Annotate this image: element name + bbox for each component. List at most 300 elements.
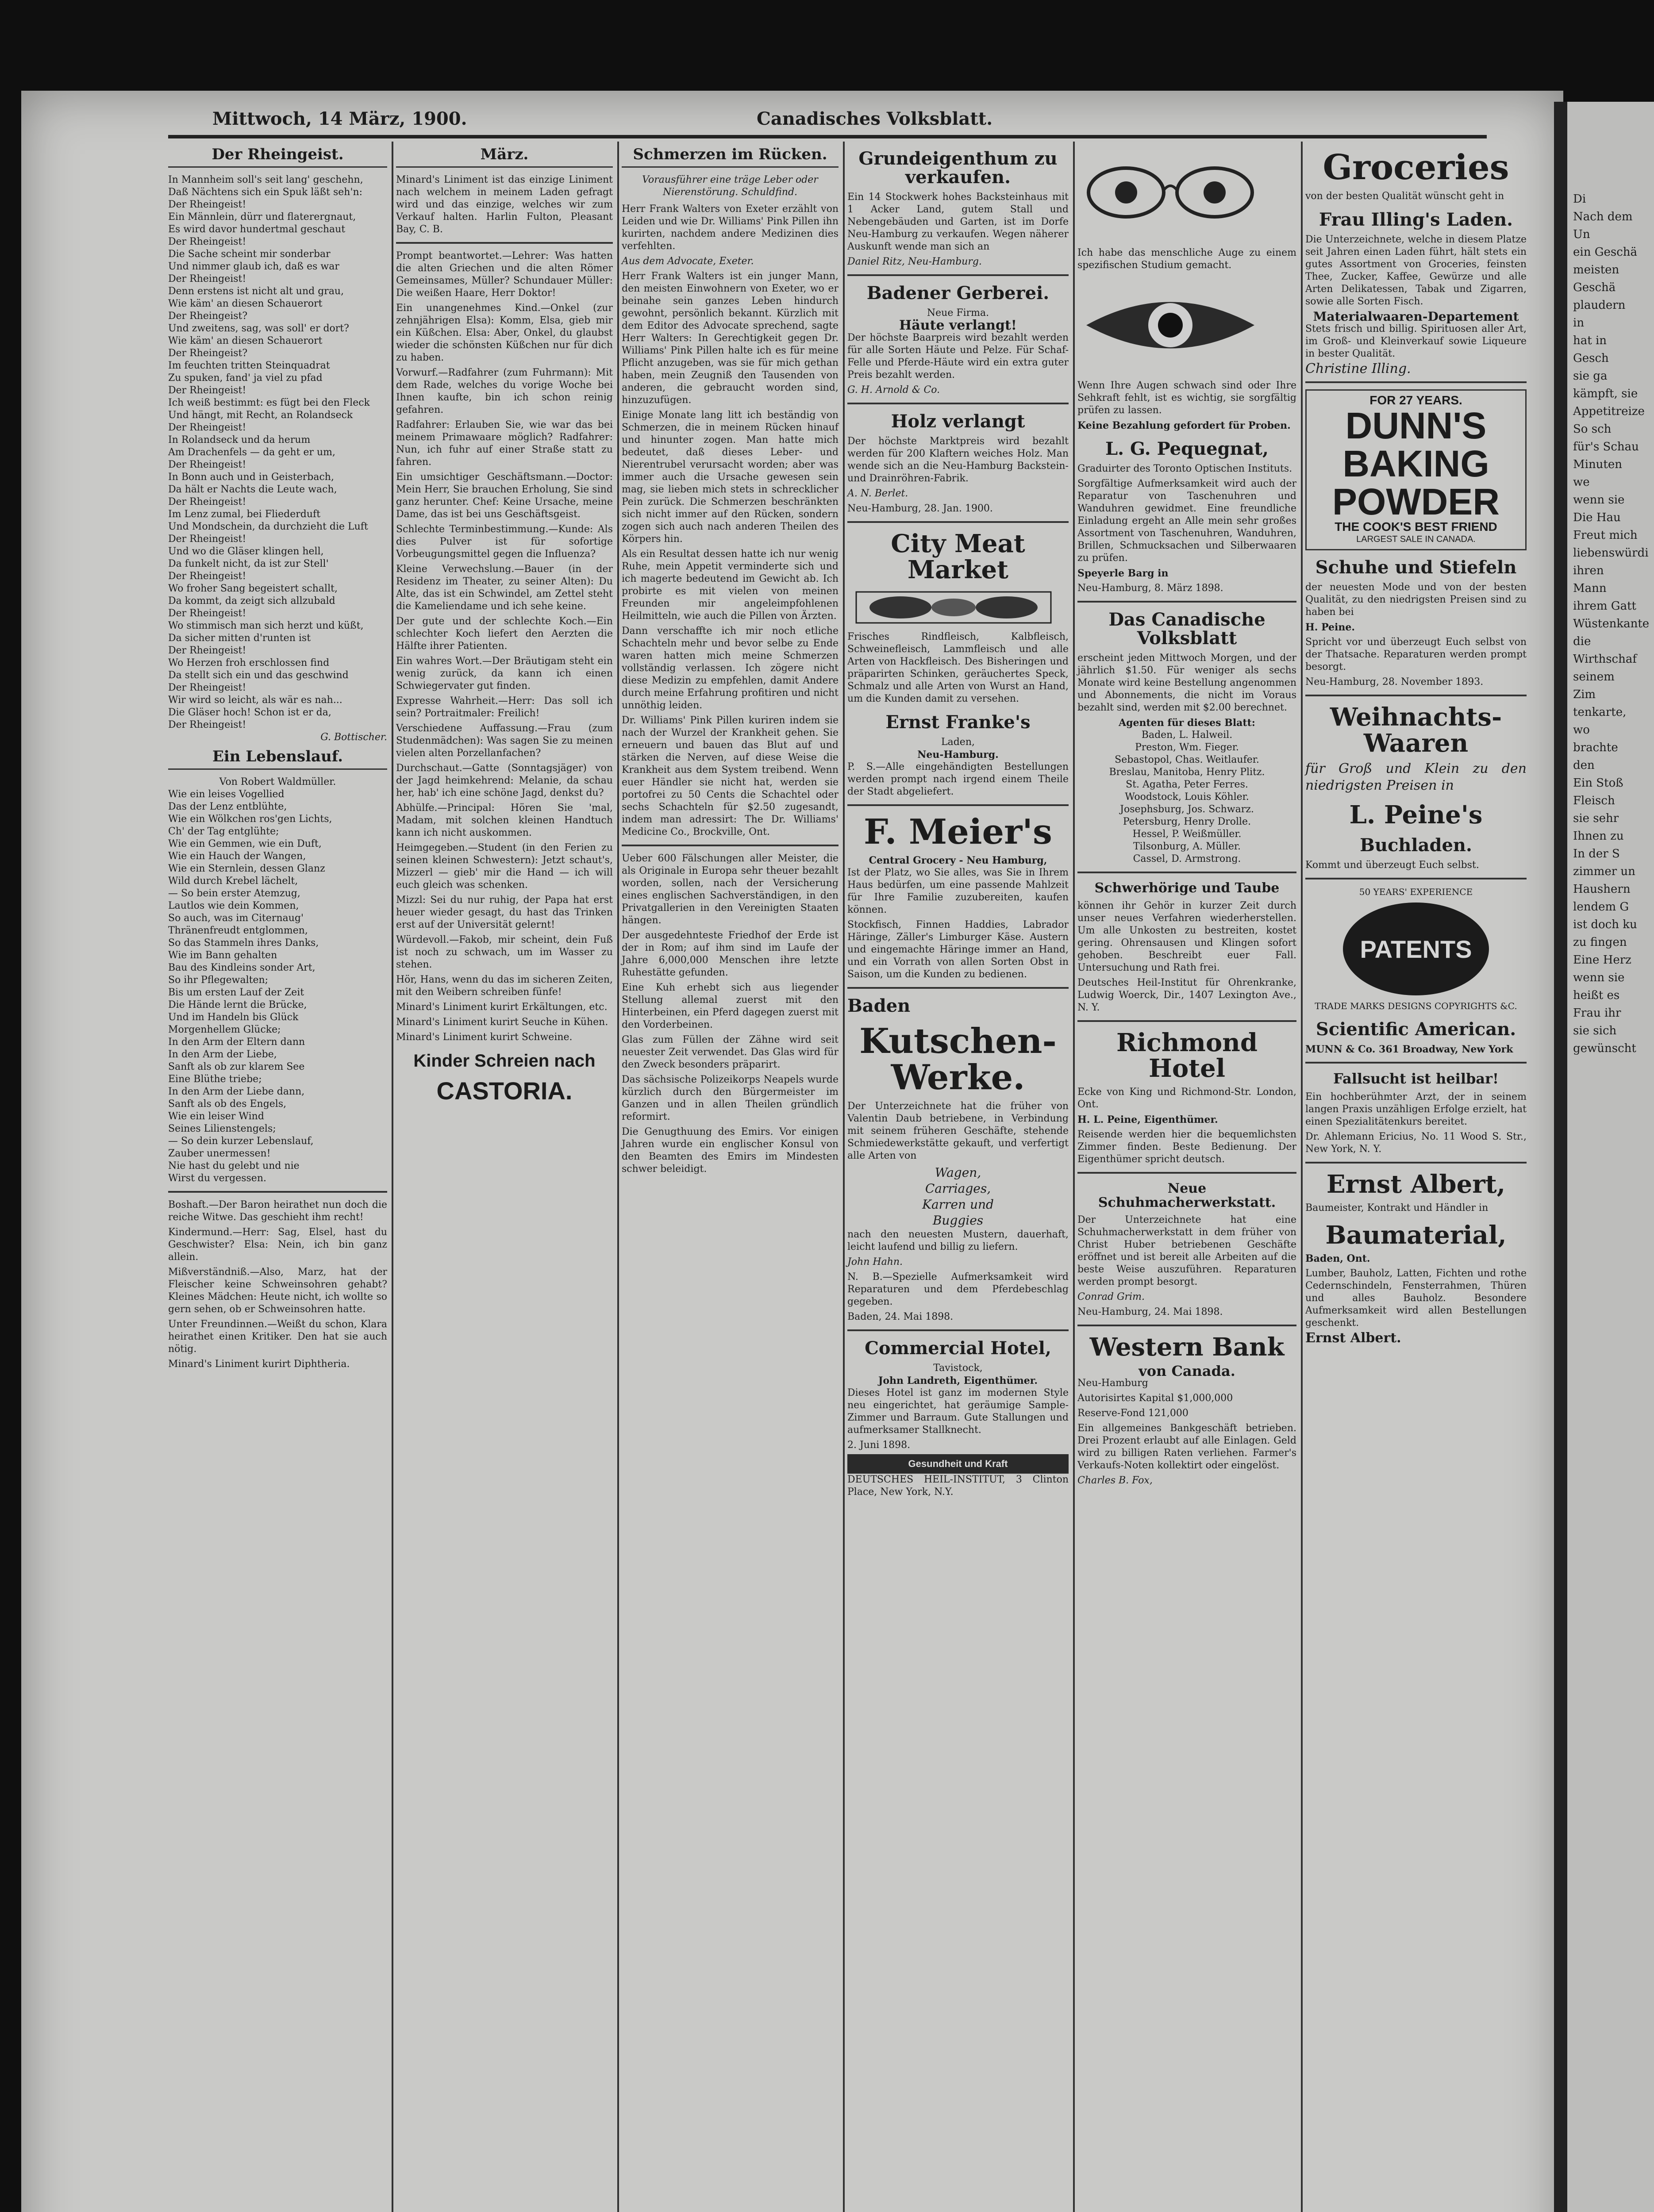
poem-line: — So bein erster Atemzug, [168,888,300,899]
divider [1077,601,1296,603]
ad-head: FOR 27 YEARS. [1369,393,1462,407]
ad-signature: Conrad Grim. [1077,1291,1145,1303]
fragment-line: Di [1573,192,1586,206]
fragment-line: zimmer un [1573,865,1635,878]
poem-line: Morgenhellem Glücke; [168,1024,281,1035]
poem-line: In Rolandseck und da herum [168,434,311,445]
ad-title: Baden [847,995,911,1017]
ad-subtitle: Central Grocery - Neu Hamburg, [869,855,1047,867]
ad-title: Grundeigenthum zu verkaufen. [858,148,1058,188]
article-paragraph: Einige Monate lang litt ich beständig von Schmerzen, die in meinem Rücken hinauf und hinunter zogen. Man hatte mich bedeutet, daß dieses Leber- und Nierentrubel verursacht worden; aber was immer auch die Ursache gewesen sein mag, sie lieben mich stets in schrecklicher Pein zurück. Die Schmerzen beschränkten sich nicht immer auf den Rücken, sondern zogen sich auch nach anderen Theilen des Körpers hin. [622,410,839,545]
poem-line: Der Rheingeist! [168,534,246,545]
fragment-line: sie sich [1573,1024,1617,1037]
ad-text: DEUTSCHES HEIL-INSTITUT, 3 Clinton Place, New York, N.Y. [847,1474,1069,1498]
poem-line: Der Rheingeist! [168,719,246,730]
poem-line: Ein Männlein, dürr und flaterergnaut, [168,211,356,223]
ad-date: Neu-Hamburg, 28. Jan. 1900. [847,503,993,514]
ad-text: Ich habe das menschliche Auge zu einem spezifischen Studium gemacht. [1077,247,1296,271]
ad-footer: Kommt und überzeugt Euch selbst. [1305,860,1479,871]
anecdote-item: Mizzl: Sei du nur ruhig, der Papa hat erst heuer wieder gesagt, du hast das Trinken erst auf der Universität gelernt! [396,895,613,930]
poem-line: Der Rheingeist! [168,199,246,210]
poem-line: Wo froher Sang begeistert schallt, [168,583,338,594]
castoria-ad-line2: CASTORIA. [436,1077,573,1105]
poem-line: Und wo die Gläser klingen hell, [168,546,324,557]
column-divider [617,142,619,2212]
ad-line: POWDER [1332,480,1500,522]
ad-signature: Dr. Ahlemann Ericius, No. 11 Wood S. Str., New York, N. Y. [1305,1131,1527,1155]
poem-line: So auch, was im Citernaug' [168,913,304,924]
vehicle-item: Wagen, [935,1165,981,1180]
poem-line: Bau des Kindleins sonder Art, [168,962,315,973]
article-lead: Herr Frank Walters von Exeter erzählt von Leiden und wie Dr. Williams' Pink Pillen ihn kurirten, nachdem andere Medizinen dies verfehlten. [622,204,839,252]
ad-subtitle: Baumeister, Kontrakt und Händler in [1305,1202,1489,1214]
ad-title: Richmond Hotel [1116,1028,1258,1083]
ad-subtitle: Graduirter des Toronto Optischen Instituts. [1077,463,1292,474]
agent-item: Hessel, P. Weißmüller. [1132,829,1242,840]
ad-text: Keine Bezahlung gefordert für Proben. [1077,420,1291,431]
poem-line: Der Rheingeist! [168,571,246,582]
note-item: Der ausgedehnteste Friedhof der Erde ist der in Rom; auf ihm sind im Laufe der Jahre 6,000,000 Menschen ihre letzte Ruhestätte gefunden. [622,930,839,978]
ad-text: Spricht vor und überzeugt Euch selbst von der Thatsache. Reparaturen werden prompt besorgt. [1305,636,1527,672]
ad-text: der neuesten Mode und von der besten Qualität, zu den niedrigsten Preisen sind zu haben bei [1305,581,1527,618]
joke-item: Mißverständniß.—Also, Marz, hat der Fleischer keine Schweinsohren gehabt? Kleines Mädchen: Heute nicht, ich wollte so gern sehen, ob er Schweinsohren hatte. [168,1267,387,1315]
fragment-line: ein Geschä [1573,246,1638,259]
ad-shop: L. Peine's [1349,800,1483,830]
divider [847,1329,1069,1331]
fragment-line: plaudern in [1573,299,1626,330]
ad-line: THE COOK'S BEST FRIEND [1335,519,1497,534]
column-4 [847,142,1069,2212]
fragment-line: sie sehr [1573,812,1619,825]
ad-text: Stets frisch und billig. Spirituosen aller Art, im Groß- und Kleinverkauf sowie Liqueure in bester Qualität. [1305,323,1527,359]
ad-text: können ihr Gehör in kurzer Zeit durch unser neues Verfahren wiederherstellen. Um alle Unkosten zu bestreiten, kostet gering. Ohrensausen und Klingen sofort gehoben. Beschreibt euer Fall. Untersuchung und Rath frei. [1077,900,1296,973]
masthead: Canadisches Volksblatt. [757,108,993,129]
fragment-line: die Wirthschaf [1573,635,1637,666]
joke-item: Boshaft.—Der Baron heirathet nun doch die reiche Witwe. Das geschieht ihm recht! [168,1199,387,1223]
anecdote-item: Verschiedene Auffassung.—Frau (zum Studenmädchen): Was sagen Sie zu meinen vielen alten Porzellanfachen? [396,723,613,759]
ad-subtitle: von der besten Qualität wünscht geht in [1305,190,1504,202]
poem-line: In den Arm der Liebe, [168,1049,277,1060]
ad-signature: Speyerle Barg in [1077,568,1169,579]
ad-signature: A. N. Berlet. [847,488,908,499]
poem-line: Der Rheingeist! [168,385,246,396]
eye-illustration [1077,283,1263,367]
poem-line: Wie im Bann gehalten [168,950,277,961]
joke-item: Unter Freundinnen.—Weißt du schon, Klara heirathet einen Kritiker. Den hat sie auch nötig. [168,1319,387,1355]
fragment-line: So sch [1573,422,1612,436]
column-title: März. [396,145,613,168]
ad-years: 50 YEARS' EXPERIENCE [1359,887,1473,898]
vehicle-item: Karren und [922,1197,994,1212]
fragment-line: sie ga [1573,369,1608,383]
fragment-line: gewünscht [1573,1042,1636,1055]
agent-item: Tilsonburg, A. Müller. [1133,841,1241,852]
liniment-ad: Minard's Liniment kurirt Seuche in Kühen. [396,1017,608,1028]
poem-line: Sanft als ob zur klarem See [168,1061,305,1072]
fragment-line: Wüstenkante [1573,617,1650,630]
ad-department: Materialwaaren-Departement [1313,309,1519,324]
vehicle-item: Buggies [932,1213,984,1228]
ad-text: Der höchste Baarpreis wird bezahlt werden für alle Sorten Häute und Pelze. Für Schaf-Felle und Pferde-Häute wird ein extra guter Preis bezahlt werden. [847,332,1069,380]
poem-line: Der Rheingeist! [168,645,246,656]
poem-line: Eine Blüthe triebe; [168,1074,262,1085]
divider [1305,1162,1527,1164]
column-1 [168,142,387,2212]
divider [847,274,1069,276]
poem-line: In Mannheim soll's seit lang' geschehn, [168,174,363,185]
ad-title: Kutschen-Werke. [859,1021,1057,1098]
ad-text: Die Unterzeichnete, welche in diesem Platze seit Jahren einen Laden führt, hält stets ein gutes Assortment von Groceries, feinsten Thee, Zucker, Kaffee, Gewürze und alle Arten Delikatessen, Tabak und Zigarren, sowie alle Sorten Fisch. [1305,234,1527,307]
ad-date: Neu-Hamburg, 8. März 1898. [1077,583,1223,594]
poem-line: Wirst du vergessen. [168,1173,266,1184]
ad-place: Neu-Hamburg [1077,1377,1148,1389]
ad-title: Schwerhörige und Taube [1094,880,1280,896]
anecdote-item: Ein unangenehmes Kind.—Onkel (zur zehnjährigen Elsa): Komm, Elsa, gieb mir ein Küßchen. Elsa: Aber, Onkel, du glaubst wieder die schönsten Küßchen nur für dich zu haben. [396,303,613,363]
article-paragraph: Dr. Williams' Pink Pillen kuriren indem sie nach der Wurzel der Krankheit gehen. Sie erneuern und bauen das Blut auf und stärken die Nerven, auf diese Weise die Krankheit aus dem System treibend. Wenn euer Händler sie nicht hat, werden sie portofrei zu 50 Cents die Schachtel oder sechs Schachteln für $2.50 zugesandt, indem man adressirt: The Dr. Williams' Medicine Co., Brockville, Ont. [622,715,839,837]
ad-title: Commercial Hotel, [865,1338,1051,1359]
poem-line: Wie ein Gemmen, wie ein Duft, [168,838,322,849]
ad-title: Ernst Albert, [1326,1169,1506,1199]
divider [1305,1062,1527,1064]
poem-line: Da stellt sich ein und das geschwind [168,670,349,681]
article-source: Aus dem Advocate, Exeter. [622,256,754,267]
ad-text: Ein 14 Stockwerk hohes Backsteinhaus mit 1 Acker Land, gutem Stall und Nebengebäuden und Garten, ist im Dorfe Neu-Hamburg zu verkaufen. Wegen näherer Auskunft wende man sich an [847,192,1069,252]
fragment-line: hat in Gesch [1573,334,1609,365]
poem-line: Ich weiß bestimmt: es fügt bei den Fleck [168,397,370,408]
spectacles-illustration [1077,150,1263,234]
article-paragraph: Herr Frank Walters ist ein junger Mann, den meisten Einwohnern von Exeter, wo er beinahe sein ganzes Leben hindurch gewohnt, persönlich bekannt. Kürzlich mit dem Editor des Advocate sprechend, sagte Herr Walters: In Gerechtigkeit gegen Dr. Williams' Pink Pillen halte ich es für meine Pflicht anzugeben, was sie für mich gethan haben, mein Zeugniß den Tausenden von anderen, die gebraucht worden sind, hinzuzufügen. [622,271,839,406]
fragment-line: Ihnen zu [1573,830,1624,843]
fragment-line: Eine Herz [1573,953,1631,967]
poem-line: Und hängt, mit Recht, an Rolandseck [168,410,353,421]
poem-line: Die Hände lernt die Brücke, [168,999,307,1010]
agent-item: Josephsburg, Jos. Schwarz. [1120,804,1254,815]
poem-line: Wir wird so leicht, als wär es nah... [168,695,342,706]
fragment-line: kämpft, sie [1573,387,1638,400]
fragment-line: seinem Zim [1573,670,1615,701]
poem-author-line: Von Robert Waldmüller. [219,776,336,787]
liniment-ad: Minard's Liniment kurirt Erkältungen, etc. [396,1002,608,1013]
ad-place: Neu-Hamburg. [917,749,999,760]
dunns-ad [1305,389,1527,550]
anecdote-item: Kleine Verwechslung.—Bauer (in der Residenz im Theater, zu seiner Alten): Du Alte, das ist ein Schwindel, am Zettel steht die Kameliendame und ich sehe keine. [396,564,613,612]
divider [168,1191,387,1193]
ad-owner: John Landreth, Eigenthümer. [878,1375,1038,1387]
ad-shop: Frau Illing's Laden. [1319,209,1513,230]
divider [1305,695,1527,696]
patents-logo: PATENTS [1343,902,1489,995]
poem-line: Wie ein Wölkchen ros'gen Lichts, [168,814,332,825]
ad-text: für Groß und Klein zu den niedrigsten Preisen in [1305,761,1527,794]
poem-line: Der Rheingeist? [168,348,248,359]
ad-title: F. Meier's [864,811,1052,852]
divider [847,521,1069,523]
poem-line: Wie ein leiser Wind [168,1111,264,1122]
vehicle-item: Carriages, [925,1181,991,1196]
ad-signature: Christine Illing. [1305,361,1411,376]
poem-line: Es wird davor hundertmal geschaut [168,224,346,235]
poem-line: Die Gläser hoch! Schon ist er da, [168,707,331,718]
ad-date: Baden, 24. Mai 1898. [847,1311,954,1323]
fragment-line: meisten Geschä [1573,263,1619,294]
poem-line: Wie ein leises Vogellied [168,789,285,800]
liniment-ad: Minard's Liniment kurirt Schweine. [396,1032,573,1043]
poem-title: Der Rheingeist. [168,145,387,168]
fragment-line: heißt es [1573,989,1620,1002]
fragment-line: lendem G [1573,900,1629,914]
ad-title: Holz verlangt [891,411,1025,432]
note-item: Ueber 600 Fälschungen aller Meister, die als Originale in Europa sehr theuer bezahlt worden, sollen, nach der Versicherung eines englischen Sachverständigen, in den Privatgallerien in den Vereinigten Staaten hängen. [622,853,839,926]
divider [1077,1325,1296,1326]
note-item: Eine Kuh erhebt sich aus liegender Stellung allemal zuerst mit den Hinterbeinen, ein Pferd dagegen zuerst mit den Vorderbeinen. [622,982,839,1030]
ad-title: Badener Gerberei. [866,283,1050,303]
note-item: Die Genugthuung des Emirs. Vor einigen Jahren wurde ein englischer Konsul von den Beamten des Emirs im Mindesten schwer beleidigt. [622,1126,839,1175]
ad-text: Ein allgemeines Bankgeschäft betrieben. Drei Prozent erlaubt auf alle Einlagen. Geld wird zu billigen Raten verliehen. Farmer's Verkaufs-Noten kollektirt oder eingelöst. [1077,1422,1296,1471]
poem-line: In den Arm der Eltern dann [168,1037,305,1048]
agent-item: St. Agatha, Peter Ferres. [1126,779,1248,790]
ad-subtitle: Tavistock, [933,1363,983,1374]
poem-line: Der Rheingeist! [168,608,246,619]
ad-subtitle: Neue Firma. [927,307,989,319]
column-3 [622,142,839,2212]
issue-date: Mittwoch, 14 März, 1900. [212,108,467,129]
anecdote-item: Würdevoll.—Fakob, mir scheint, dein Fuß ist noch zu schwach, um im Wasser zu stehen. [396,934,613,970]
ad-signature: Charles B. Fox, [1077,1475,1153,1486]
joke-item: Kindermund.—Herr: Sag, Elsel, hast du Geschwister? Elsa: Nein, ich bin ganz allein. [168,1227,387,1263]
ad-signature: G. H. Arnold & Co. [847,384,940,396]
agents-list [1077,729,1296,865]
poem-line: Im Lenz zumal, bei Fliederduft [168,509,321,520]
poem-line: Sanft als ob des Engels, [168,1098,287,1110]
fragment-line: liebenswürdi [1573,546,1649,560]
ad-title: Weihnachts-Waaren [1330,702,1502,758]
ad-text: N. B.—Spezielle Aufmerksamkeit wird Reparaturen und dem Pferdebeschlag gegeben. [847,1271,1069,1308]
ad-title: Schuhe und Stiefeln [1315,557,1517,578]
poem-line: Wie ein Hauch der Wangen, [168,851,306,862]
anecdote-item: Schlechte Terminbestimmung.—Kunde: Als dies Pulver ist für sofortige Vorbeugungsmittel gegen die Influenza? [396,524,613,560]
agent-item: Cassel, D. Armstrong. [1133,853,1241,864]
poem-line: Und Mondschein, da durchzieht die Luft [168,521,368,532]
ad-text: Wenn Ihre Augen schwach sind oder Ihre Sehkraft fehlt, ist es wichtig, sie sorgfältig prüfen zu lassen. [1077,380,1296,416]
poem-line: Denn erstens ist nicht alt und grau, [168,286,344,297]
poem-line: Seines Lilienstengels; [168,1123,276,1134]
poem-line: In den Arm der Liebe dann, [168,1086,305,1097]
ad-subtitle: von Canada. [1139,1362,1235,1379]
anecdote-item: Radfahrer: Erlauben Sie, wie war das bei meinem Primawaare möglich? Radfahrer: Nun, ich fuhr auf einer Straße statt zu fahren. [396,419,613,468]
article-paragraph: Als ein Resultat dessen hatte ich nur wenig Ruhe, mein Appetit verminderte sich und ich magerte bedeutend im Gewicht ab. Ich probirte es mit vielen von meinen Freunden mir angeleimpfohlenen Heilmitteln, wie auch die Pillen von Ärzten. [622,549,839,622]
divider [1077,872,1296,873]
anecdote-item: Ein umsichtiger Geschäftsmann.—Doctor: Mein Herr, Sie brauchen Erholung, Sie sind ganz herunter. Chef: Keine Ursache, meine Dame, das ist bei uns Geschäftsgeist. [396,472,613,520]
poem-line: Und im Handeln bis Glück [168,1012,299,1023]
header-rule [168,135,1487,138]
ad-line: BAKING [1342,442,1489,484]
poem-line: Das der Lenz entblühte, [168,801,287,812]
fragment-line: Nach dem Un [1573,210,1633,241]
ad-date: Neu-Hamburg, 24. Mai 1898. [1077,1306,1223,1318]
bank-capital: Autorisirtes Kapital $1,000,000 [1077,1392,1233,1404]
meat-market-illustration [847,588,1060,627]
poem-line: Am Drachenfels — da geht er um, [168,447,336,458]
poem-line: Wie ein Sternlein, dessen Glanz [168,863,325,874]
poem-line: Der Rheingeist? [168,311,248,322]
fragment-line: Fleisch [1573,794,1615,807]
poem-line: Im feuchten tritten Steinquadrat [168,360,330,371]
ad-title: City Meat Market [891,529,1025,584]
fragment-line: Die Hau [1573,511,1621,524]
divider [847,987,1069,989]
fragment-line: tenkarte, wo [1573,706,1627,737]
note-item: Glas zum Füllen der Zähne wird seit neuester Zeit verwendet. Das Glas wird für den Zweck besonders präparirt. [622,1034,839,1070]
fragment-line: ihren Mann [1573,564,1607,595]
poem-line: Der Rheingeist! [168,682,246,693]
poem-line: Und nimmer glaub ich, daß es war [168,261,339,272]
fragment-line: In der S [1573,847,1620,860]
agent-item: Baden, L. Halweil. [1141,730,1233,741]
ad-text: Sorgfältige Aufmerksamkeit wird auch der Reparatur von Taschenuhren und Wanduhren gewidmet. Eine freundliche Einladung ergeht an Alle mein sehr großes Assortment von Taschenuhren, Wanduhren, Brillen, Schmucksachen und Silberwaaren zu prüfen. [1077,478,1296,564]
divider [1077,1172,1296,1174]
agent-item: Woodstock, Louis Köhler. [1125,791,1249,803]
ad-line: LARGEST SALE IN CANADA. [1356,534,1476,544]
poem-line: Bis um ersten Lauf der Zeit [168,987,304,998]
fragment-line: wenn sie [1573,493,1625,507]
poem-line: Lautlos wie dein Kommen, [168,900,299,911]
poem-line: Der Rheingeist! [168,496,246,507]
poem-line: Wo Herzen froh erschlossen find [168,657,330,668]
fragment-line: Frau ihr [1573,1006,1621,1020]
ad-place: Baden, Ont. [1305,1253,1370,1265]
ad-text: Frisches Rindfleisch, Kalbfleisch, Schweinefleisch, Lammfleisch und alle Arten von Hackfleisch. Des Bisheringen und präparirten Schinken, geräuchertes Speck, Schmalz und alle Arten von Wurst an Hand, um die Kunden damit zu versehen. [847,631,1069,704]
ad-text: Ist der Platz, wo Sie alles, was Sie in Ihrem Haus bedürfen, um eine passende Mahlzeit für Ihre Familie zuzubereiten, kaufen können. [847,867,1069,916]
fragment-line: Ein Stoß [1573,776,1623,790]
agent-item: Breslau, Manitoba, Henry Plitz. [1109,767,1265,778]
poem-line: Da sicher mitten d'runten ist [168,633,311,644]
anecdote-item: Vorwurf.—Radfahrer (zum Fuhrmann): Mit dem Rade, welches du vorige Woche bei Ihnen kaufte, bin ich schon reinig gefahren. [396,367,613,415]
poem-line: Wie käm' an diesen Schauerort [168,335,323,346]
poem-line: Ch' der Tag entglühte; [168,826,279,837]
paper-text: erscheint jeden Mittwoch Morgen, und der jährlich $1.50. Für weniger als sechs Monate wird keine Bestellung angenommen und Abonnements, die nicht im Voraus bezahlt sind, werden mit $2.00 berechnet. [1077,653,1296,713]
column-6 [1305,142,1527,2212]
fragment-line: Minuten we [1573,458,1623,489]
poem-line: In Bonn auch und in Geisterbach, [168,472,334,483]
column-divider [843,142,845,2212]
agent-item: Petersburg, Henry Drolle. [1123,816,1251,827]
poem-line: Wie käm' an diesen Schauerort [168,298,323,309]
ad-title: Gesundheit und Kraft [847,1454,1069,1474]
column-divider [392,142,393,2212]
poem-lebenslauf [168,788,387,1185]
divider [1305,878,1527,879]
fragment-line: ihrem Gatt [1573,599,1636,613]
ad-title: Scientific American. [1316,1019,1516,1040]
ad-title: Fallsucht ist heilbar! [1333,1070,1499,1087]
ad-shop: Buchladen. [1360,835,1472,856]
ad-subtitle: Häute verlangt! [899,318,1017,333]
poem-line: Der Rheingeist! [168,273,246,284]
poem-line: Thränenfreudt entglommen, [168,925,308,936]
anecdote-item: Prompt beantwortet.—Lehrer: Was hatten die alten Griechen und die alten Römer Gemeinsames, Müller? Schundauer Müller: Die weißen Haare, Herr Doktor! [396,250,613,299]
ad-subtitle: Ecke von King und Richmond-Str. London, Ont. [1077,1087,1296,1110]
ad-signature: Ernst Albert. [1305,1330,1401,1346]
testimonial: Minard's Liniment ist das einzige Liniment nach welchem in meinem Laden gefragt wird und das einzige, welches wir zum Verkauf halten. Harlin Fulton, Pleasant Bay, C. B. [396,174,613,235]
poem-title: Ein Lebenslauf. [168,747,387,770]
poem-line: Und zweitens, sag, was soll' er dort? [168,323,349,334]
ad-owner: H. L. Peine, Eigenthümer. [1077,1114,1218,1126]
notes-list [622,853,839,1175]
column-7-fragment [1573,190,1650,2181]
castoria-ad-line1: Kinder Schreien nach [413,1051,596,1071]
divider [1305,381,1527,383]
ad-title: Neue Schuhmacherwerkstatt. [1098,1181,1276,1210]
anecdote-item: Hör, Hans, wenn du das im sicheren Zeiten, mit den Weibern schreiben fünfe! [396,974,613,998]
divider [622,845,839,846]
poem-line: Daß Nächtens sich ein Spuk läßt seh'n: [168,187,363,198]
ad-text: Stockfisch, Finnen Haddies, Labrador Häringe, Zäller's Limburger Käse. Austern und eingemachte Häringe immer an Hand, und ein Vorrath von allen Sorten Obst in Saison, um die Kunden zu bedienen. [847,919,1069,980]
article-title: Schmerzen im Rücken. [622,145,839,168]
poem-line: Da kommt, da zeigt sich allzubald [168,595,335,607]
poem-line: Der Rheingeist! [168,459,246,470]
ad-text: Der Unterzeichnete hat die früher von Valentin Daub betriebene, in Verbindung mit seinem früheren Geschäfte, stehende Schmiedewerkstätte gekauft, und verfertigt alle Arten von [847,1101,1069,1162]
ad-signature: Deutsches Heil-Institut für Ohrenkranke, Ludwig Woerck, Dir., 1407 Lexington Ave., N. Y. [1077,977,1296,1013]
poem-rheingeist [168,174,387,731]
poem-line: Zauber unermessen! [168,1148,271,1159]
fragment-line: für's Schau [1573,440,1639,453]
poem-line: Der Rheingeist! [168,422,246,433]
ad-text: Der höchste Marktpreis wird bezahlt werden für 200 Klaftern weiches Holz. Man wende sich an die Neu-Hamburg Backstein- und Drainröhren-Fabrik. [847,436,1069,484]
ad-line: DUNN'S [1345,404,1487,446]
column-2 [396,142,613,2212]
ad-signature: John Hahn. [847,1256,903,1268]
anecdote-item: Heimgegeben.—Student (in den Ferien zu seinen kleinen Schwestern): Jetzt schaut's, Mizzerl — gieb' mir die Hand — ich will euch gleich was schenken. [396,842,613,891]
ad-date: Neu-Hamburg, 28. November 1893. [1305,676,1484,687]
poem-line: So das Stammeln ihres Danks, [168,937,319,949]
fragment-line: Appetitreize [1573,405,1645,418]
article-paragraph: Dann verschaffte ich mir noch etliche Schachteln mehr und bevor selbe zu Ende waren hatten mich meine Schmerzen vollständig verlassen. Ich zögere nicht diese Medizin zu empfehlen, damit Andere durch meine Erfahrung profitiren und nicht unnöthig leiden. [622,626,839,711]
anecdote-item: Der gute und der schlechte Koch.—Ein schlechter Koch liefert den Aerzten die Hälfte ihrer Patienten. [396,616,613,652]
poem-line: Die Sache scheint mir sonderbar [168,249,331,260]
poem-line: Nie hast du gelebt und nie [168,1160,300,1171]
poem-line: So ihr Pflegewalten; [168,975,269,986]
paper-title: Das Canadische Volksblatt [1108,609,1266,649]
ad-text: Ein hochberühmter Arzt, der in seinem langen Praxis unzähligen Erfolge erzielt, hat einen Spezialitätenkurs bereitet. [1305,1091,1527,1127]
article-subtitle: Vorausführer eine träge Leber oder Nierenstörung. Schuldfind. [642,174,818,198]
fragment-line: Haushern [1573,883,1631,896]
vehicle-list [847,1165,1069,1229]
ad-address: MUNN & Co. 361 Broadway, New York [1305,1044,1513,1056]
anecdote-item: Ein wahres Wort.—Der Bräutigam steht ein wenig zurück, da kann ich einen Schwiegervater gut finden. [396,656,613,691]
ad-title: Groceries [1323,147,1509,188]
ad-text: Dieses Hotel ist ganz im modernen Style neu eingerichtet, hat geräumige Sample-Zimmer und Barraum. Gute Stallungen und aufmerksamer Stallknecht. [847,1387,1069,1436]
column-divider [1301,142,1303,2212]
ad-text: Der Unterzeichnete hat eine Schuhmacherwerkstatt in dem früher von Christ Huber betriebenen Geschäfte eröffnet und ist bereit alle Arbeiten auf die beste Weise auszuführen. Reparaturen werden prompt besorgt. [1077,1214,1296,1288]
article-body [622,270,839,838]
poem-line: — So dein kurzer Lebenslauf, [168,1136,314,1147]
ad-date: 2. Juni 1898. [847,1440,911,1451]
poem-line: Da funkelt nicht, da ist zur Stell' [168,558,329,569]
ad-signature: H. Peine. [1305,621,1355,633]
fragment-line: brachte den [1573,741,1618,772]
column-5 [1077,142,1296,2212]
ad-title: Western Bank [1089,1333,1285,1362]
anecdote-item: Abhülfe.—Principal: Hören Sie 'mal, Madam, mit solchen kleinen Handtuch kann ich nicht auskommen. [396,803,613,838]
anecdote-item: Expresse Wahrheit.—Herr: Das soll ich sein? Portraitmaler: Freilich! [396,695,613,719]
ad-postscript: P. S.—Alle eingehändigten Bestellungen werden prompt nach irgend einem Theile der Stadt abgeliefert. [847,761,1069,797]
divider [847,403,1069,404]
ad-text: Lumber, Bauholz, Latten, Fichten und rothe Cedernschindeln, Fensterrahmen, Thüren und alles Bauholz. Besondere Aufmerksamkeit wird allen Bestellungen geschenkt. [1305,1268,1527,1329]
ad-shop-label: Laden, [941,736,975,748]
ad-title: Baumaterial, [1325,1220,1507,1250]
agent-item: Sebastopol, Chas. Weitlaufer. [1115,754,1259,765]
poem-author: G. Bottischer. [320,732,387,743]
